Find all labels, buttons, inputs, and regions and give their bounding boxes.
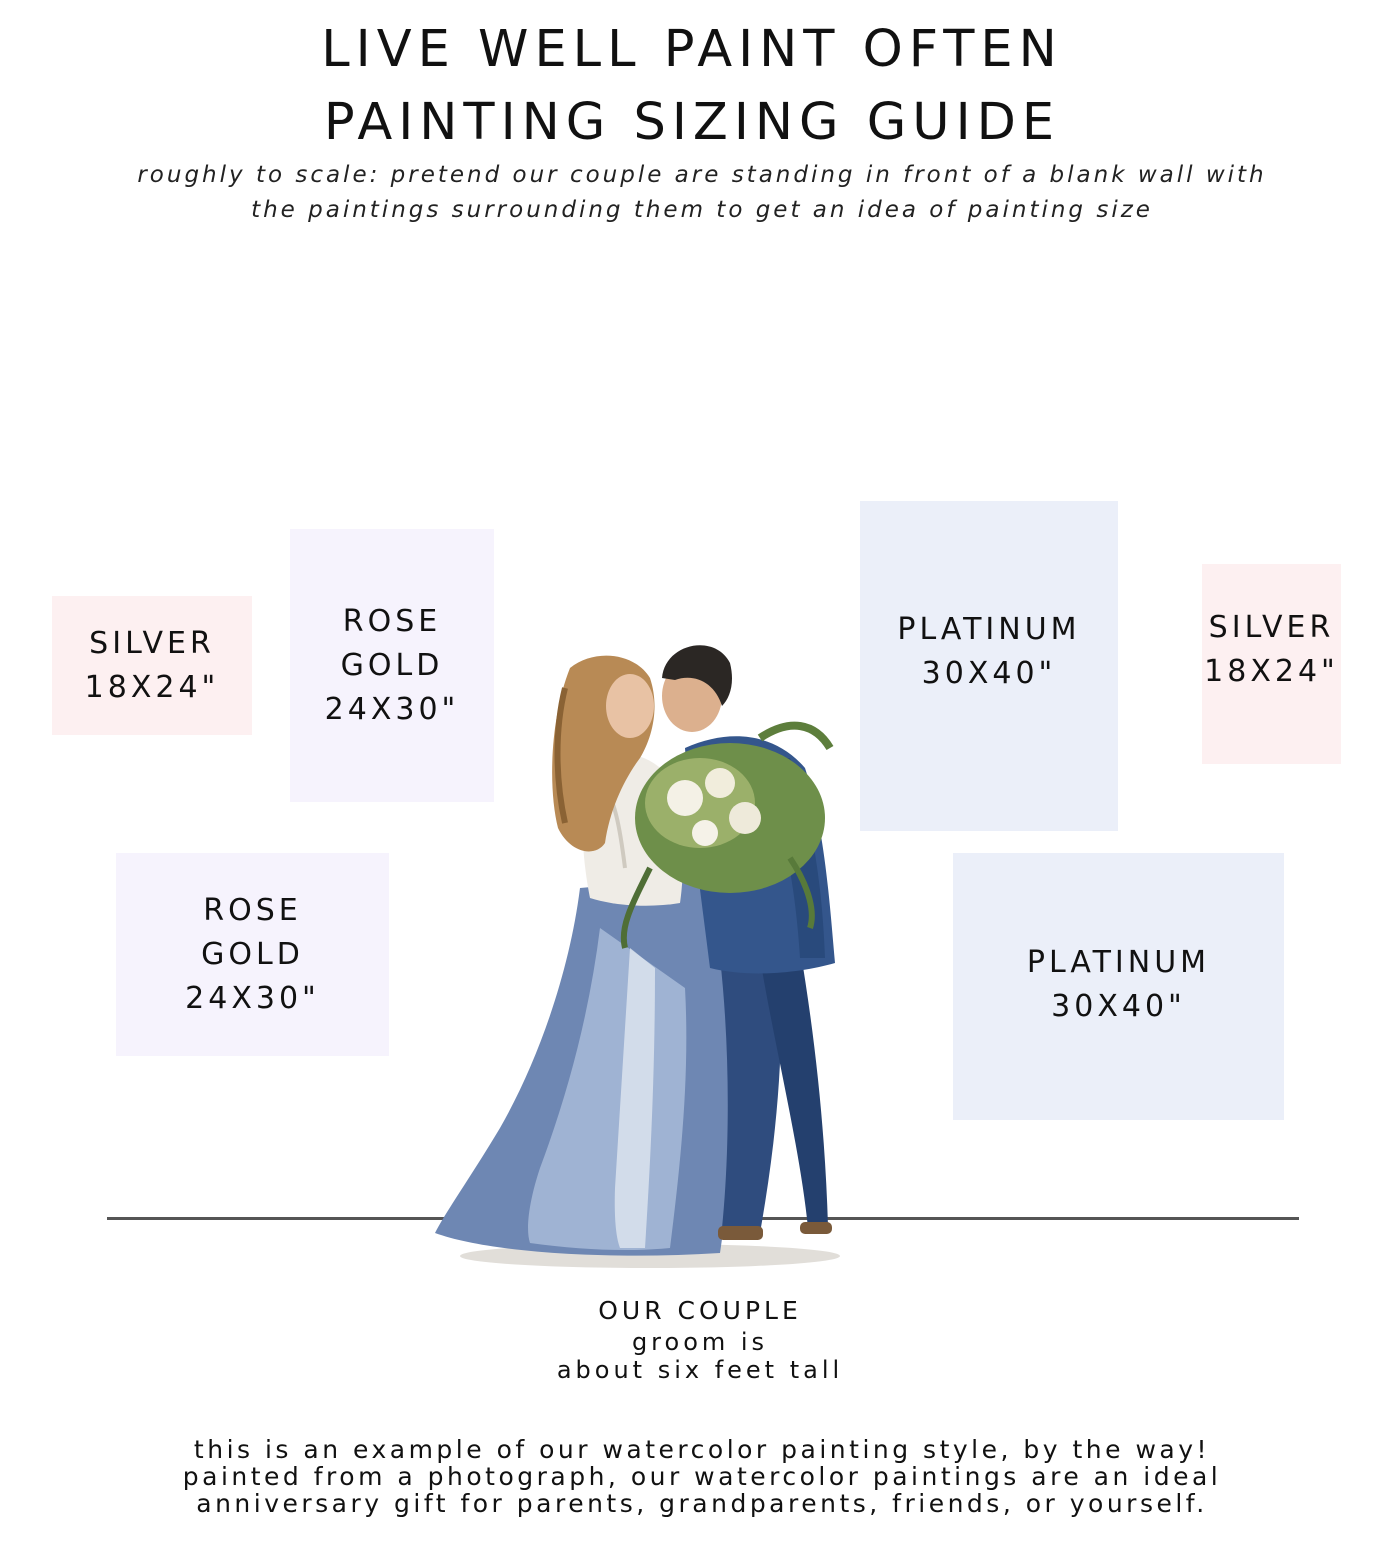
painting-tier-label: SILVER <box>89 625 215 661</box>
painting-tier-label: PLATINUM <box>897 612 1081 647</box>
couple-illustration <box>430 628 850 1278</box>
footer-line-2: painted from a photograph, our watercolor paintings are an ideal <box>182 1462 1222 1491</box>
title-line-1: LIVE WELL PAINT OFTEN <box>321 20 1063 79</box>
painting-tier-label: PLATINUM <box>1026 944 1211 980</box>
painting-size-label: 30X40" <box>1051 988 1186 1024</box>
painting-size-label: 24X30" <box>185 980 320 1016</box>
couple-note-line-2: about six feet tall <box>556 1356 844 1384</box>
painting-tier-label: SILVER <box>1208 610 1335 645</box>
footer-line-3: anniversary gift for parents, grandparents, friends, or yourself. <box>196 1489 1208 1518</box>
footer-text <box>60 1436 1344 1517</box>
painting-size-label: 18X24" <box>1204 654 1339 689</box>
painting-tier-label: GOLD <box>340 647 444 683</box>
painting-platinum-upper <box>860 501 1118 831</box>
painting-size-label: 24X30" <box>324 691 460 727</box>
couple-label: OUR COUPLE <box>598 1296 802 1325</box>
painting-tier-label: GOLD <box>201 936 304 972</box>
subtitle-line-2: the paintings surrounding them to get an idea of painting size <box>251 197 1153 223</box>
painting-silver-right <box>1202 564 1341 764</box>
painting-size-label: 30X40" <box>921 656 1057 691</box>
painting-tier-label: ROSE <box>203 892 302 928</box>
subtitle <box>60 158 1344 228</box>
painting-tier-label: ROSE <box>342 603 442 639</box>
painting-rose-gold-lower <box>116 853 389 1056</box>
couple-note-line-1: groom is <box>631 1328 769 1356</box>
title-line-2: PAINTING SIZING GUIDE <box>323 93 1061 152</box>
subtitle-line-1: roughly to scale: pretend our couple are standing in front of a blank wall with <box>137 162 1267 188</box>
painting-size-label: 18X24" <box>84 669 220 705</box>
footer-line-1: this is an example of our watercolor painting style, by the way! <box>193 1435 1211 1464</box>
painting-platinum-lower <box>953 853 1284 1120</box>
painting-silver-left <box>52 596 252 735</box>
couple-note <box>450 1328 950 1384</box>
